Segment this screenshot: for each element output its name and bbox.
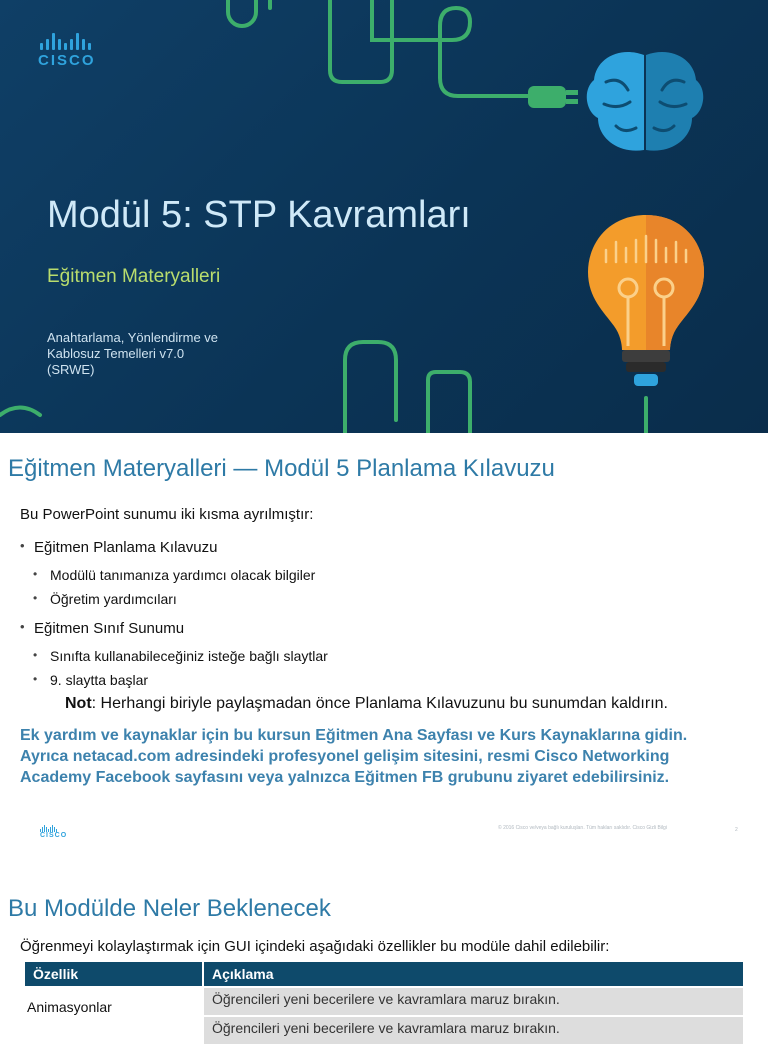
note-body: : Herhangi biriyle paylaşmadan önce Planlama Kılavuzunu bu sunumdan kaldırın. xyxy=(91,695,668,712)
table-header-cell: Özellik xyxy=(25,962,203,987)
cisco-wordmark: CISCO xyxy=(40,832,68,839)
slide-title: Modül 5: STP Kavramları xyxy=(47,194,471,236)
bullet-list xyxy=(20,648,328,664)
resources-paragraph xyxy=(20,725,750,788)
note-label: Not xyxy=(65,695,92,712)
intro-text: Bu PowerPoint sunumu iki kısma ayrılmıştır: xyxy=(20,506,314,523)
resources-line: Ek yardım ve kaynaklar için bu kursun Eğitmen Ana Sayfası ve Kurs Kaynaklarına gidin. xyxy=(20,727,688,744)
cisco-bars-icon xyxy=(38,32,112,50)
page-number: 2 xyxy=(735,827,738,833)
slide-heading: Bu Modülde Neler Beklenecek xyxy=(8,895,331,922)
features-table xyxy=(25,962,745,1044)
table-row xyxy=(25,1016,744,1044)
resources-line: Academy Facebook sayfasını veya yalnızca Eğitmen FB grubunu ziyaret edebilirsiniz. xyxy=(20,769,670,786)
bullet-list xyxy=(20,672,148,688)
table-header-cell: Açıklama xyxy=(203,962,744,987)
table-cell xyxy=(25,1016,203,1044)
list-item: • Modülü tanımanıza yardımcı olacak bilgiler xyxy=(20,567,315,583)
list-item: • Öğretim yardımcıları xyxy=(20,591,177,607)
note-text xyxy=(65,695,668,713)
table-cell: Animasyonlar xyxy=(25,987,203,1016)
bullet-list xyxy=(20,620,184,637)
module-expectations-slide xyxy=(0,863,768,1036)
plug-icon xyxy=(528,86,578,108)
intro-text: Öğrenmeyi kolaylaştırmak için GUI içindeki aşağıdaki özellikler bu modüle dahil edilebilir: xyxy=(20,938,610,955)
table-cell: Öğrencileri yeni becerilere ve kavramlara maruz bırakın. xyxy=(203,987,744,1016)
bullet-list xyxy=(20,539,217,556)
slide-footer xyxy=(40,825,740,845)
list-item: • 9. slaytta başlar xyxy=(20,672,148,688)
bullet-list xyxy=(20,567,315,583)
bullet-list xyxy=(20,591,177,607)
brain-icon xyxy=(587,52,703,151)
title-slide xyxy=(0,0,768,433)
cisco-wordmark: CISCO xyxy=(38,52,96,69)
course-line: (SRWE) xyxy=(47,362,95,377)
table-cell: Öğrencileri yeni becerilere ve kavramlara maruz bırakın. xyxy=(203,1016,744,1044)
course-line: Anahtarlama, Yönlendirme ve xyxy=(47,330,219,345)
course-line: Kablosuz Temelleri v7.0 xyxy=(47,346,185,361)
list-item: • Eğitmen Sınıf Sunumu xyxy=(20,620,184,637)
slide-heading: Eğitmen Materyalleri — Modül 5 Planlama Kılavuzu xyxy=(8,455,555,482)
planning-guide-slide xyxy=(0,433,768,863)
lightbulb-icon xyxy=(588,215,704,386)
slide-subtitle: Eğitmen Materyalleri xyxy=(47,266,221,287)
list-item: • Sınıfta kullanabileceğiniz isteğe bağlı slaytlar xyxy=(20,648,328,664)
list-item: • Eğitmen Planlama Kılavuzu xyxy=(20,539,217,556)
course-name xyxy=(47,330,247,378)
table-header-row xyxy=(25,962,744,987)
resources-line: Ayrıca netacad.com adresindeki profesyonel gelişim sitesini, resmi Cisco Networking xyxy=(20,748,670,765)
copyright-text: © 2016 Cisco ve/veya bağlı kuruluşları. Tüm hakları saklıdır. Cisco Gizli Bilgi xyxy=(498,825,667,831)
cisco-logo xyxy=(38,32,112,72)
table-row xyxy=(25,987,744,1016)
